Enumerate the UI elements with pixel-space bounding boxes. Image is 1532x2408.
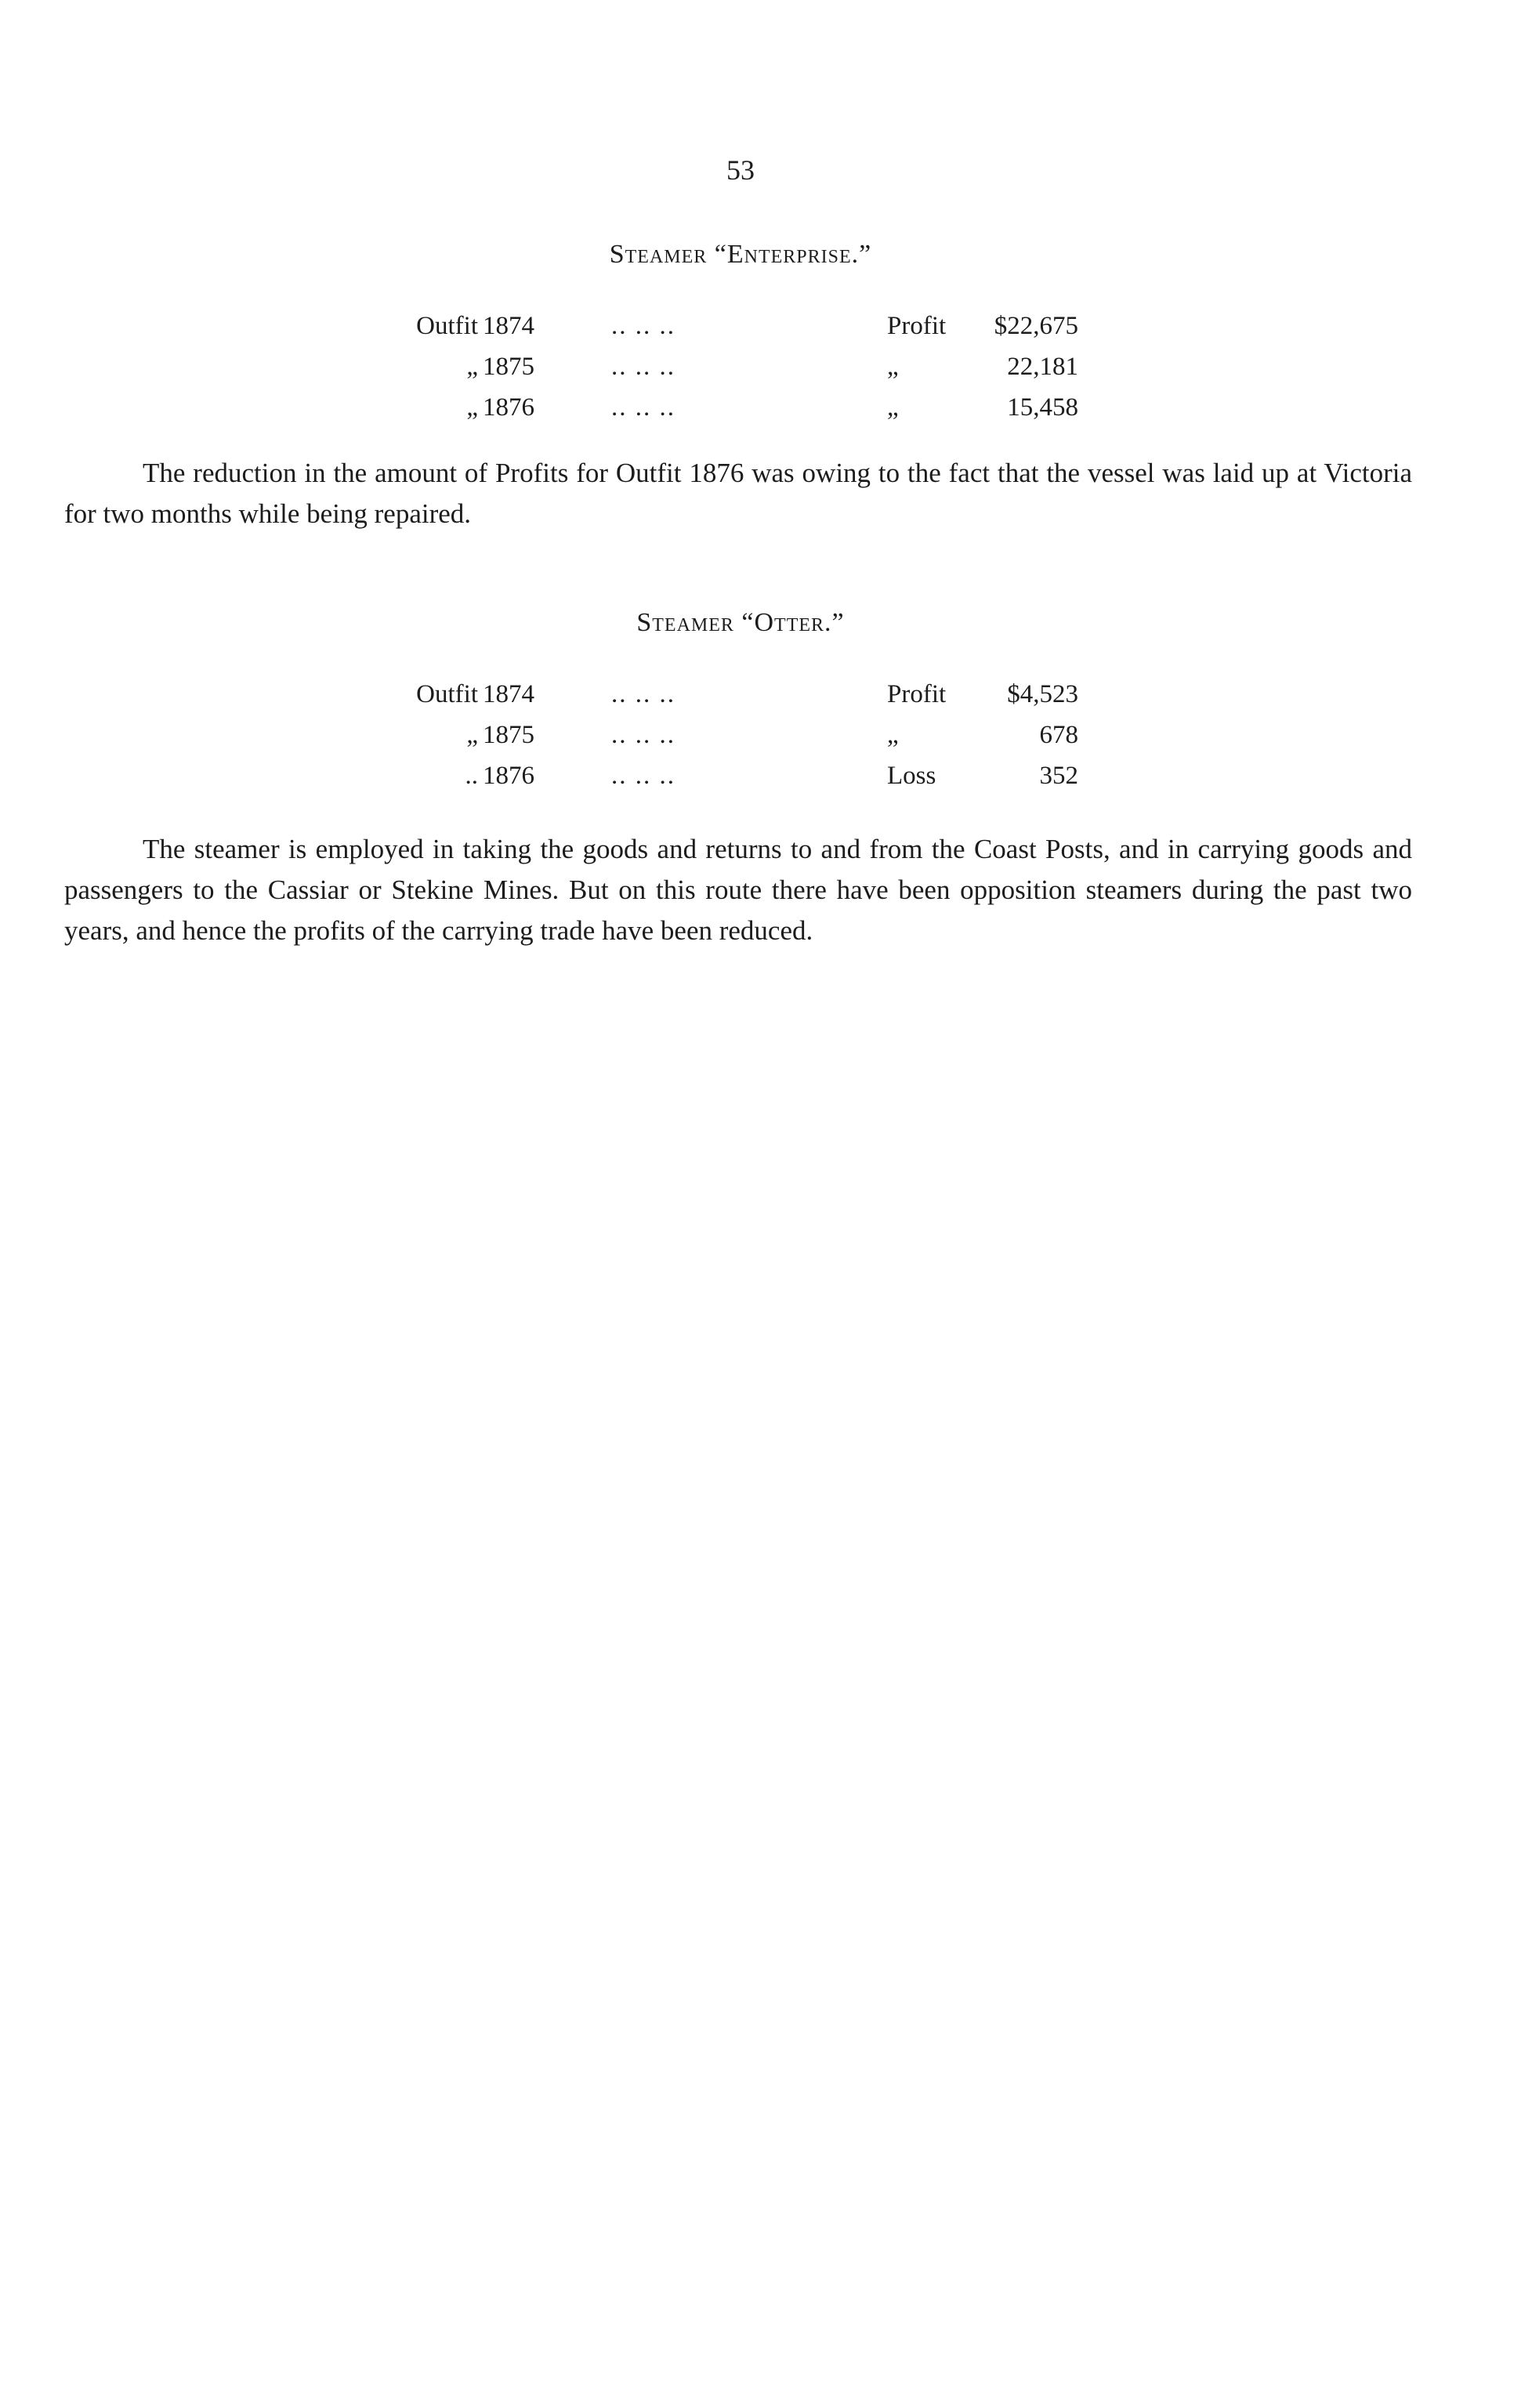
row-kind: „ bbox=[887, 721, 899, 749]
row-year: 1874 bbox=[483, 680, 534, 708]
ledger-row bbox=[0, 393, 1532, 434]
row-leader-dots: .. .. .. bbox=[611, 762, 675, 790]
ledger-enterprise bbox=[0, 312, 1532, 434]
row-year: 1876 bbox=[483, 393, 534, 422]
row-kind: „ bbox=[887, 393, 899, 422]
ledger-row bbox=[0, 353, 1532, 393]
paragraph-otter: The steamer is employed in taking the goods and returns to and from the Coast Posts, and in carrying goods and passengers to the Cassiar or Stekine Mines. But on this route there have been opposition steamers during the past two years, and hence the profits of the carrying trade have been reduced. bbox=[64, 834, 1412, 946]
row-leader-dots: .. .. .. bbox=[611, 312, 675, 340]
section-heading-enterprise: Steamer “Enterprise.” bbox=[609, 240, 872, 269]
section-heading-otter: Steamer “Otter.” bbox=[636, 608, 845, 637]
ledger-row bbox=[0, 721, 1532, 762]
ledger-otter bbox=[0, 680, 1532, 802]
row-amount: 352 bbox=[1039, 762, 1078, 790]
row-label: „ bbox=[466, 393, 478, 422]
ledger-row bbox=[0, 762, 1532, 802]
row-kind: Loss bbox=[887, 762, 936, 790]
row-label: Outfit bbox=[416, 312, 478, 340]
row-leader-dots: .. .. .. bbox=[611, 393, 675, 422]
ledger-row bbox=[0, 312, 1532, 353]
row-leader-dots: .. .. .. bbox=[611, 680, 675, 708]
row-amount: 15,458 bbox=[1007, 393, 1078, 422]
row-year: 1875 bbox=[483, 721, 534, 749]
row-label: Outfit bbox=[416, 680, 478, 708]
row-amount: 678 bbox=[1039, 721, 1078, 749]
row-amount: 22,181 bbox=[1007, 353, 1078, 381]
row-kind: Profit bbox=[887, 312, 947, 340]
row-year: 1874 bbox=[483, 312, 534, 340]
row-kind: Profit bbox=[887, 680, 947, 708]
row-year: 1875 bbox=[483, 353, 534, 381]
row-label: .. bbox=[465, 762, 478, 790]
row-year: 1876 bbox=[483, 762, 534, 790]
row-label: „ bbox=[466, 353, 478, 381]
row-amount: $22,675 bbox=[994, 312, 1078, 340]
row-amount: $4,523 bbox=[1007, 680, 1078, 708]
row-label: „ bbox=[466, 721, 478, 749]
row-leader-dots: .. .. .. bbox=[611, 353, 675, 381]
row-kind: „ bbox=[887, 353, 899, 381]
row-leader-dots: .. .. .. bbox=[611, 721, 675, 749]
ledger-row bbox=[0, 680, 1532, 721]
paragraph-enterprise: The reduction in the amount of Profits for Outfit 1876 was owing to the fact that the vessel was laid up at Victoria for two months while being repaired. bbox=[64, 458, 1412, 529]
page-number: 53 bbox=[726, 154, 755, 186]
